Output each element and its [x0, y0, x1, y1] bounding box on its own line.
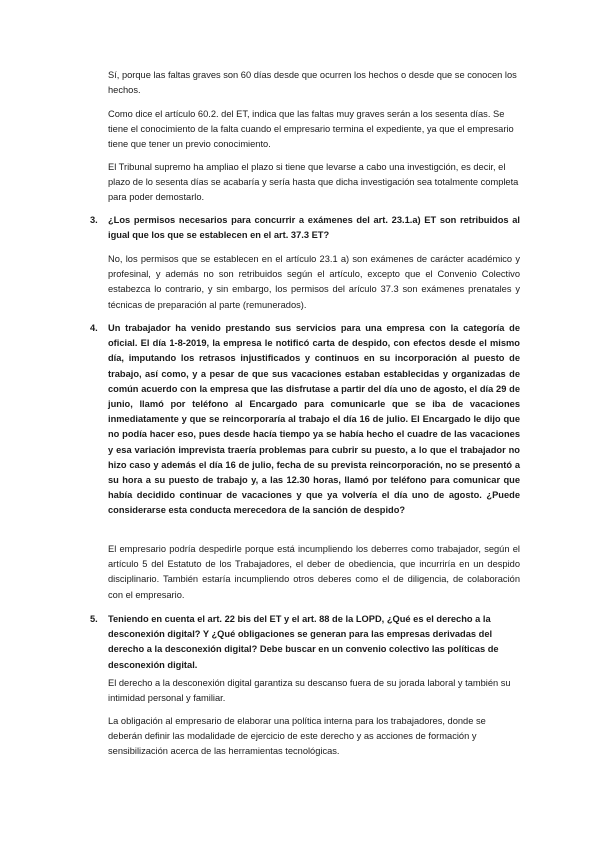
answer-3-text: No, los permisos que se establecen en el artículo 23.1 a) son exámenes de carácter académico y profesinal, y además no son retribuidos según el artículo, excepto que el Convenio Colectivo estabezca lo contrario, y sin embargo, los permisos del arículo 37.3 son exámenes prenatales y técnicas de preparación al parte (remunerados).	[108, 254, 520, 310]
question-5-number: 5.	[90, 614, 98, 624]
question-4-text: Un trabajador ha venido prestando sus servicios para una empresa con la categoría de oficial. El día 1-8-2019, la empresa le notificó carta de despido, con efectos desde el mismo día, imputando los retrasos injustificados y continuos en su incorporación al puesto de trabajo, así como, y a pesar de que sus vacaciones estaban establecidas y organizadas de común acuerdo con la empresa que las disfrutase a partir del día uno de agosto, el día 29 de junio, llamó por teléfono al Encargado para comunicarle que se iba de vacaciones inmediatamente y que se reincorporaría al trabajo el día 16 de julio. El Encargado le dijo que no podía hacer eso, pues desde hacía tiempo ya se había hecho el cuadre de las vacaciones y esa variación imprevista traería problemas para cubrir su puesto, a lo que el trabajador no hizo caso y además el día 16 de julio, fecha de su prevista reincorporación, no se presentó a su hora a su puesto de trabajo y, a las 12.30 horas, llamó por teléfono para comunicar que había decidido continuar de vacaciones y que ya volvería el día uno de agosto. ¿Puede considerarse esta conducta merecedora de la sanción de despido?	[108, 323, 520, 516]
intro-paragraph-3: El Tribunal supremo ha ampliao el plazo si tiene que levarse a cabo una investigción, es decir, el plazo de lo sesenta días se acabaría y sería hasta que dicha investigación sea totalmente completa para poder demostarlo.	[108, 162, 519, 203]
question-4-number: 4.	[90, 323, 98, 333]
question-3-number: 3.	[90, 215, 98, 225]
answer-5-paragraph-2: La obligación al empresario de elaborar una política interna para los trabajadores, donde se deberán definir las modalidade de ejercicio de este derecho y as acciones de formación y sensibilización acerca de las herramientas tecnológicas.	[108, 716, 486, 757]
answer-4-text: El empresario podría despedirle porque está incumpliendo los deberres como trabajador, según el artículo 5 del Estatuto de los Trabajadores, el deber de obediencia, que incurriría en un despido disciplinario. También estaría incumpliendo otros deberes como el de diligencia, de colaboración con el empresario.	[108, 544, 520, 600]
question-5-text: Teniendo en cuenta el art. 22 bis del ET y el art. 88 de la LOPD, ¿Qué es el derecho a la desconexión digital? Y ¿Qué obligaciones se generan para las empresas derivadas del derecho a la desconexión digital? Debe buscar en un convenio colectivo las políticas de desconexión digital.	[108, 614, 499, 670]
answer-5-paragraph-1: El derecho a la desconexión digital garantiza su descanso fuera de su jorada laboral y también su intimidad personal y familiar.	[108, 678, 511, 704]
intro-paragraph-2: Como dice el artículo 60.2. del ET, indica que las faltas muy graves serán a los sesenta días. Se tiene el conocimiento de la falta cuando el empresario termina el expediente, ya que el empresario tiene que tener un previo conocimiento.	[108, 109, 514, 150]
intro-paragraph-1: Sí, porque las faltas graves son 60 días desde que ocurren los hechos o desde que se conocen los hechos.	[108, 70, 517, 96]
question-3-text: ¿Los permisos necesarios para concurrir a exámenes del art. 23.1.a) ET son retribuidos al igual que los que se establecen en el art. 37.3 ET?	[108, 215, 520, 241]
